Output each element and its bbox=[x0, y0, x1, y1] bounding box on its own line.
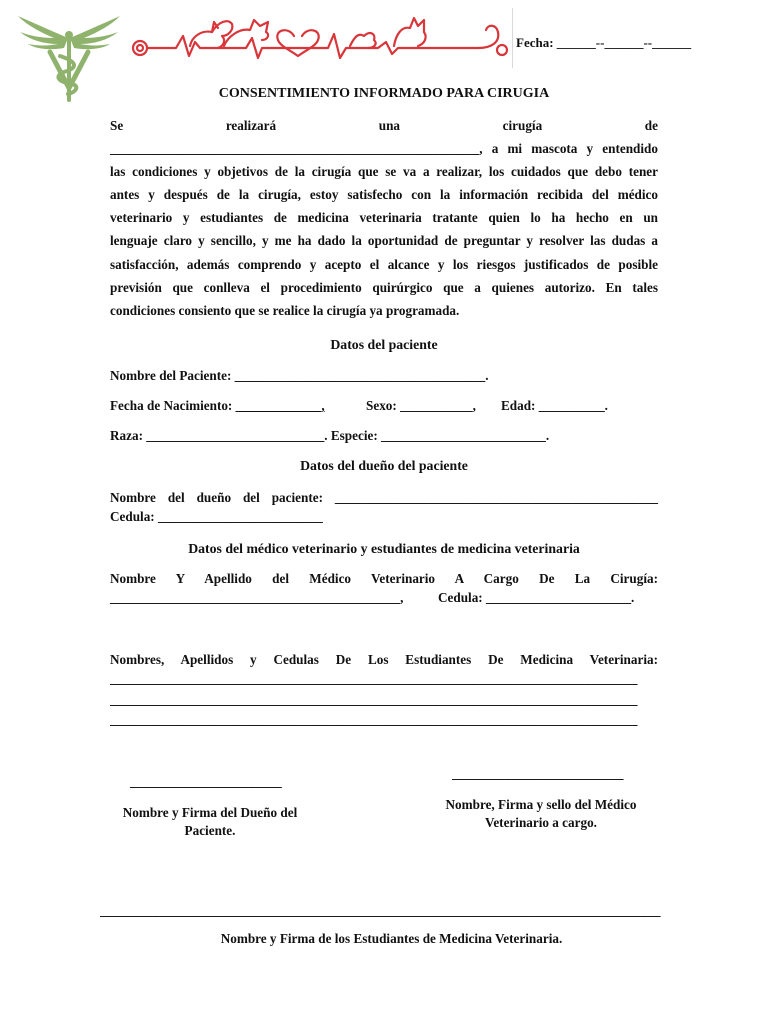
patient-section-heading: Datos del paciente bbox=[330, 337, 438, 352]
owner-section-heading: Datos del dueño del paciente bbox=[300, 458, 468, 473]
owner-signature-line: _______________________ bbox=[130, 774, 282, 789]
students-signature-line: _____________________________________________________________________________________ bbox=[100, 903, 661, 918]
owner-signature-caption bbox=[105, 804, 315, 840]
patient-birth-row bbox=[110, 398, 325, 414]
students-blank-line: ________________________________________________________________________________ bbox=[110, 692, 638, 707]
vet-name-label: Nombre Y Apellido del Médico Veterinario A Cargo De La Cirugía: bbox=[110, 571, 658, 586]
sex-field: Sexo: ___________, bbox=[366, 398, 476, 413]
vet-name-field: ____________________________________________, bbox=[110, 590, 404, 605]
paragraph-line: lenguaje claro y sencillo, y me ha dado la oportunidad de preguntar y resolver las dudas a bbox=[110, 233, 658, 249]
paragraph-line: satisfacción, además comprendo y acepto el alcance y los riesgos justificados de posible bbox=[110, 256, 658, 272]
vet-id-field: Cedula: ______________________. bbox=[438, 590, 635, 605]
vet-caption-line: Veterinario a cargo. bbox=[485, 815, 597, 830]
paragraph-line: veterinario y estudiantes de medicina veterinaria tratante quien lo ha hecho en un bbox=[110, 210, 658, 226]
owner-id-field: Cedula: _________________________ bbox=[110, 509, 323, 524]
owner-caption-line: Paciente. bbox=[184, 823, 236, 838]
vet-caption-line: Nombre, Firma y sello del Médico bbox=[445, 797, 637, 812]
date-field: Fecha: ______--______--______ bbox=[516, 35, 692, 50]
paragraph-line: antes y después de la cirugía, estoy satisfecho con la información recibida del médico bbox=[110, 187, 658, 203]
owner-caption-line: Nombre y Firma del Dueño del bbox=[122, 805, 298, 820]
vet-signature-line: __________________________ bbox=[452, 766, 624, 781]
paragraph-line: ________________________________________________________, a mi mascota y entendido bbox=[110, 141, 658, 157]
paragraph-line: previsión que conlleva el procedimiento quirúrgico que a quienes autorizo. En tales bbox=[110, 279, 658, 295]
consent-paragraph bbox=[110, 114, 658, 322]
header-divider bbox=[512, 8, 513, 68]
students-blank-line: ________________________________________________________________________________ bbox=[110, 671, 638, 686]
paragraph-line: condiciones consiento que se realice la cirugía ya programada. bbox=[110, 302, 460, 318]
pet-heartbeat-stethoscope-banner bbox=[128, 8, 512, 66]
birth-date-label: Fecha de Nacimiento: bbox=[110, 398, 233, 413]
owner-name-field: Nombre del dueño del paciente: _________________________________________________ bbox=[110, 490, 658, 505]
breed-species-field: Raza: ___________________________. Especie: _________________________. bbox=[110, 428, 550, 443]
patient-name-field: Nombre del Paciente: ______________________________________. bbox=[110, 368, 489, 383]
paragraph-line: las condiciones y objetivos de la cirugía que se va a realizar, los cuidados que debo tener bbox=[110, 164, 658, 180]
birth-date-field: _____________, bbox=[235, 398, 325, 413]
age-field: Edad: __________. bbox=[501, 398, 608, 413]
students-label: Nombres, Apellidos y Cedulas De Los Estudiantes De Medicina Veterinaria: bbox=[110, 652, 658, 667]
students-signature-caption: Nombre y Firma de los Estudiantes de Medicina Veterinaria. bbox=[220, 931, 563, 946]
vet-signature-caption bbox=[420, 796, 662, 832]
vet-section-heading: Datos del médico veterinario y estudiantes de medicina veterinaria bbox=[188, 541, 580, 556]
paragraph-line: Se realizará una cirugía de bbox=[110, 118, 658, 133]
students-blank-line: ________________________________________________________________________________ bbox=[110, 712, 638, 727]
document-title: CONSENTIMIENTO INFORMADO PARA CIRUGIA bbox=[218, 86, 550, 101]
